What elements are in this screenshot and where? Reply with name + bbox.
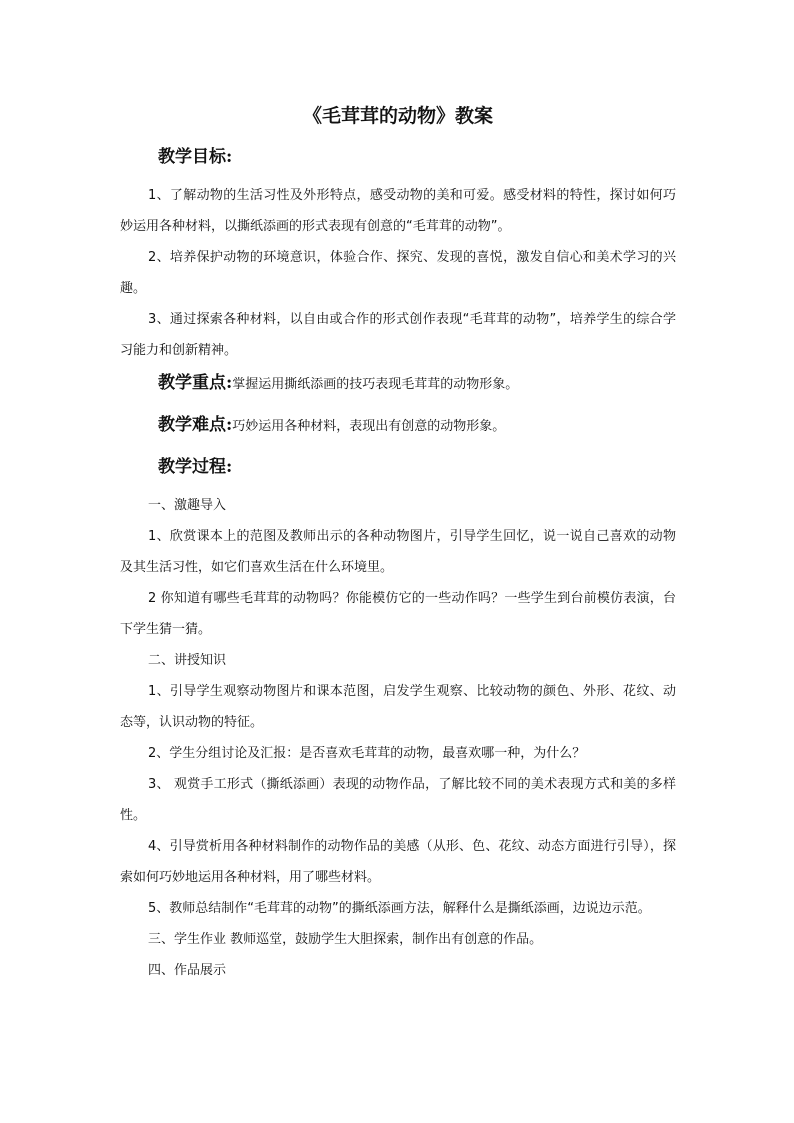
section2-item-5: 5、教师总结制作“毛茸茸的动物”的撕纸添画方法，解释什么是撕纸添画，边说边示范。	[148, 901, 651, 916]
section1-item-2: 2 你知道有哪些毛茸茸的动物吗？你能模仿它的一些动作吗？一些学生到台前模仿表演，台下学生猜一猜。	[120, 591, 676, 637]
section2-item-2: 2、学生分组讨论及汇报：是否喜欢毛茸茸的动物，最喜欢哪一种，为什么？	[148, 746, 586, 761]
section2-item-1: 1、引导学生观察动物图片和课本范图，启发学生观察、比较动物的颜色、外形、花纹、动态等，认识动物的特征。	[120, 684, 676, 730]
key-point-text: 掌握运用撕纸添画的技巧表现毛茸茸的动物形象。	[232, 377, 519, 392]
section-title-1: 一、激趣导入	[148, 498, 227, 513]
section-title-2: 二、讲授知识	[148, 653, 227, 668]
key-point-label: 教学重点:	[158, 373, 233, 393]
section1-item-1: 1、欣赏课本上的范图及教师出示的各种动物图片，引导学生回忆，说一说自己喜欢的动物及其生活习性，如它们喜欢生活在什么环境里。	[120, 529, 676, 575]
objective-item-3: 3、通过探索各种材料，以自由或合作的形式创作表现“毛茸茸的动物”，培养学生的综合学习能力和创新精神。	[120, 312, 676, 358]
section-title-3: 三、学生作业 教师巡堂，鼓励学生大胆探索，制作出有创意的作品。	[148, 932, 543, 947]
difficulty-line	[158, 414, 676, 438]
section-title-4: 四、作品展示	[148, 963, 227, 978]
process-heading: 教学过程:	[158, 457, 233, 477]
objective-item-1: 1、了解动物的生活习性及外形特点，感受动物的美和可爱。感受材料的特性，探讨如何巧妙运用各种材料，以撕纸添画的形式表现有创意的“毛茸茸的动物”。	[120, 188, 676, 234]
difficulty-label: 教学难点:	[158, 415, 233, 435]
section2-item-4: 4、引导赏析用各种材料制作的动物作品的美感（从形、色、花纹、动态方面进行引导），探索如何巧妙地运用各种材料，用了哪些材料。	[120, 839, 676, 885]
objective-item-2: 2、培养保护动物的环境意识，体验合作、探究、发现的喜悦，激发自信心和美术学习的兴趣。	[120, 250, 676, 296]
difficulty-text: 巧妙运用各种材料，表现出有创意的动物形象。	[232, 419, 506, 434]
key-point-line	[158, 372, 676, 396]
section2-item-3: 3、 观赏手工形式（撕纸添画）表现的动物作品，了解比较不同的美术表现方式和美的多样性。	[120, 777, 676, 823]
document-body	[120, 104, 676, 986]
objectives-heading: 教学目标:	[158, 147, 233, 167]
document-title: 《毛茸茸的动物》教案	[302, 105, 493, 127]
